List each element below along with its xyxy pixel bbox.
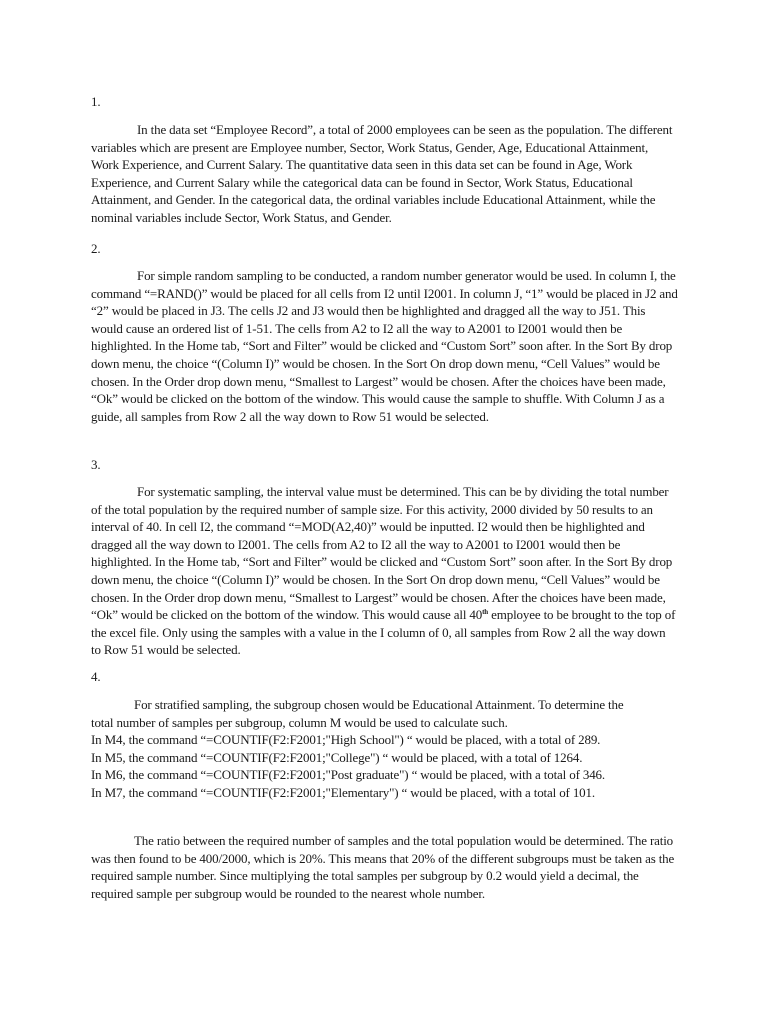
ordinal-superscript: th: [482, 608, 489, 617]
section-4-number: 4.: [91, 669, 101, 684]
section-4-intro-line: total number of samples per subgroup, column M would be used to calculate such.: [91, 714, 508, 730]
section-3-paragraph: [91, 483, 678, 659]
section-3-text-after: employee to be brought to the top of the excel file. Only using the samples with a value in the I column of 0, all samples from Row 2 all the way down to Row 51 would be selected.: [91, 607, 676, 658]
section-1-number: 1.: [91, 94, 101, 109]
section-3-number: 3.: [91, 457, 101, 472]
section-1-paragraph: In the data set “Employee Record”, a total of 2000 employees can be seen as the population. The different variables which are present are Employee number, Sector, Work Status, Gender, Age, Educational Attainment, Work Experience, and Current Salary. The quantitative data seen in this data set can be found in Age, Work Experience, and Current Salary while the categorical data can be found in Sector, Work Status, Educational Attainment, and Gender. In the categorical data, the ordinal variables include Educational Attainment, while the nominal variables include Sector, Work Status, and Gender.: [91, 122, 673, 225]
section-2-number: 2.: [91, 241, 101, 256]
ratio-paragraph: The ratio between the required number of samples and the total population would be determined. The ratio was then found to be 400/2000, which is 20%. This means that 20% of the different subgroups must be taken as the required sample number. Since multiplying the total samples per subgroup by 0.2 would yield a decimal, the required sample per subgroup would be rounded to the nearest whole number.: [91, 833, 675, 901]
countif-line-m4: In M4, the command “=COUNTIF(F2:F2001;"High School") “ would be placed, with a total of 289.: [91, 732, 601, 748]
countif-line-m7: In M7, the command “=COUNTIF(F2:F2001;"Elementary") “ would be placed, with a total of 101.: [91, 784, 595, 800]
section-3-text-before: For systematic sampling, the interval value must be determined. This can be by dividing the total number of the total population by the required number of sample size. For this activity, 2000 divided by 50 results to an interval of 40. In cell I2, the command “=MOD(A2,40)” would be inputted. I2 would then be highlighted and dragged all the way down to I2001. The cells from A2 to I2 all the way to A2001 to I2001 would then be highlighted. In the Home tab, “Sort and Filter” would be clicked and “Custom Sort” soon after. In the Sort By drop down menu, the choice “(Column I)” would be chosen. In the Sort On drop down menu, “Cell Values” would be chosen. In the Order drop down menu, “Smallest to Largest” would be chosen. After the choices have been made, “Ok” would be clicked on the bottom of the window. This would cause all 40: [91, 484, 673, 623]
section-2-paragraph: For simple random sampling to be conducted, a random number generator would be used. In column I, the command “=RAND()” would be placed for all cells from I2 until I2001. In column J, “1” would be placed in J2 and “2” would be placed in J3. The cells J2 and J3 would then be highlighted and dragged all the way to J51. This would cause an ordered list of 1-51. The cells from A2 to I2 all the way to A2001 to I2001 would then be highlighted. In the Home tab, “Sort and Filter” would be clicked and “Custom Sort” soon after. In the Sort By drop down menu, the choice “(Column I)” would be chosen. In the Sort On drop down menu, “Cell Values” would be chosen. In the Order drop down menu, “Smallest to Largest” would be chosen. After the choices have been made, “Ok” would be clicked on the bottom of the window. This would cause the sample to shuffle. With Column J as a guide, all samples from Row 2 all the way down to Row 51 would be selected.: [91, 268, 678, 424]
countif-line-m5: In M5, the command “=COUNTIF(F2:F2001;"College") “ would be placed, with a total of 1264.: [91, 749, 583, 765]
countif-line-m6: In M6, the command “=COUNTIF(F2:F2001;"Post graduate") “ would be placed, with a total of 346.: [91, 767, 606, 783]
section-4-intro: [91, 696, 678, 802]
section-4-intro-line: For stratified sampling, the subgroup chosen would be Educational Attainment. To determine the: [134, 697, 624, 712]
